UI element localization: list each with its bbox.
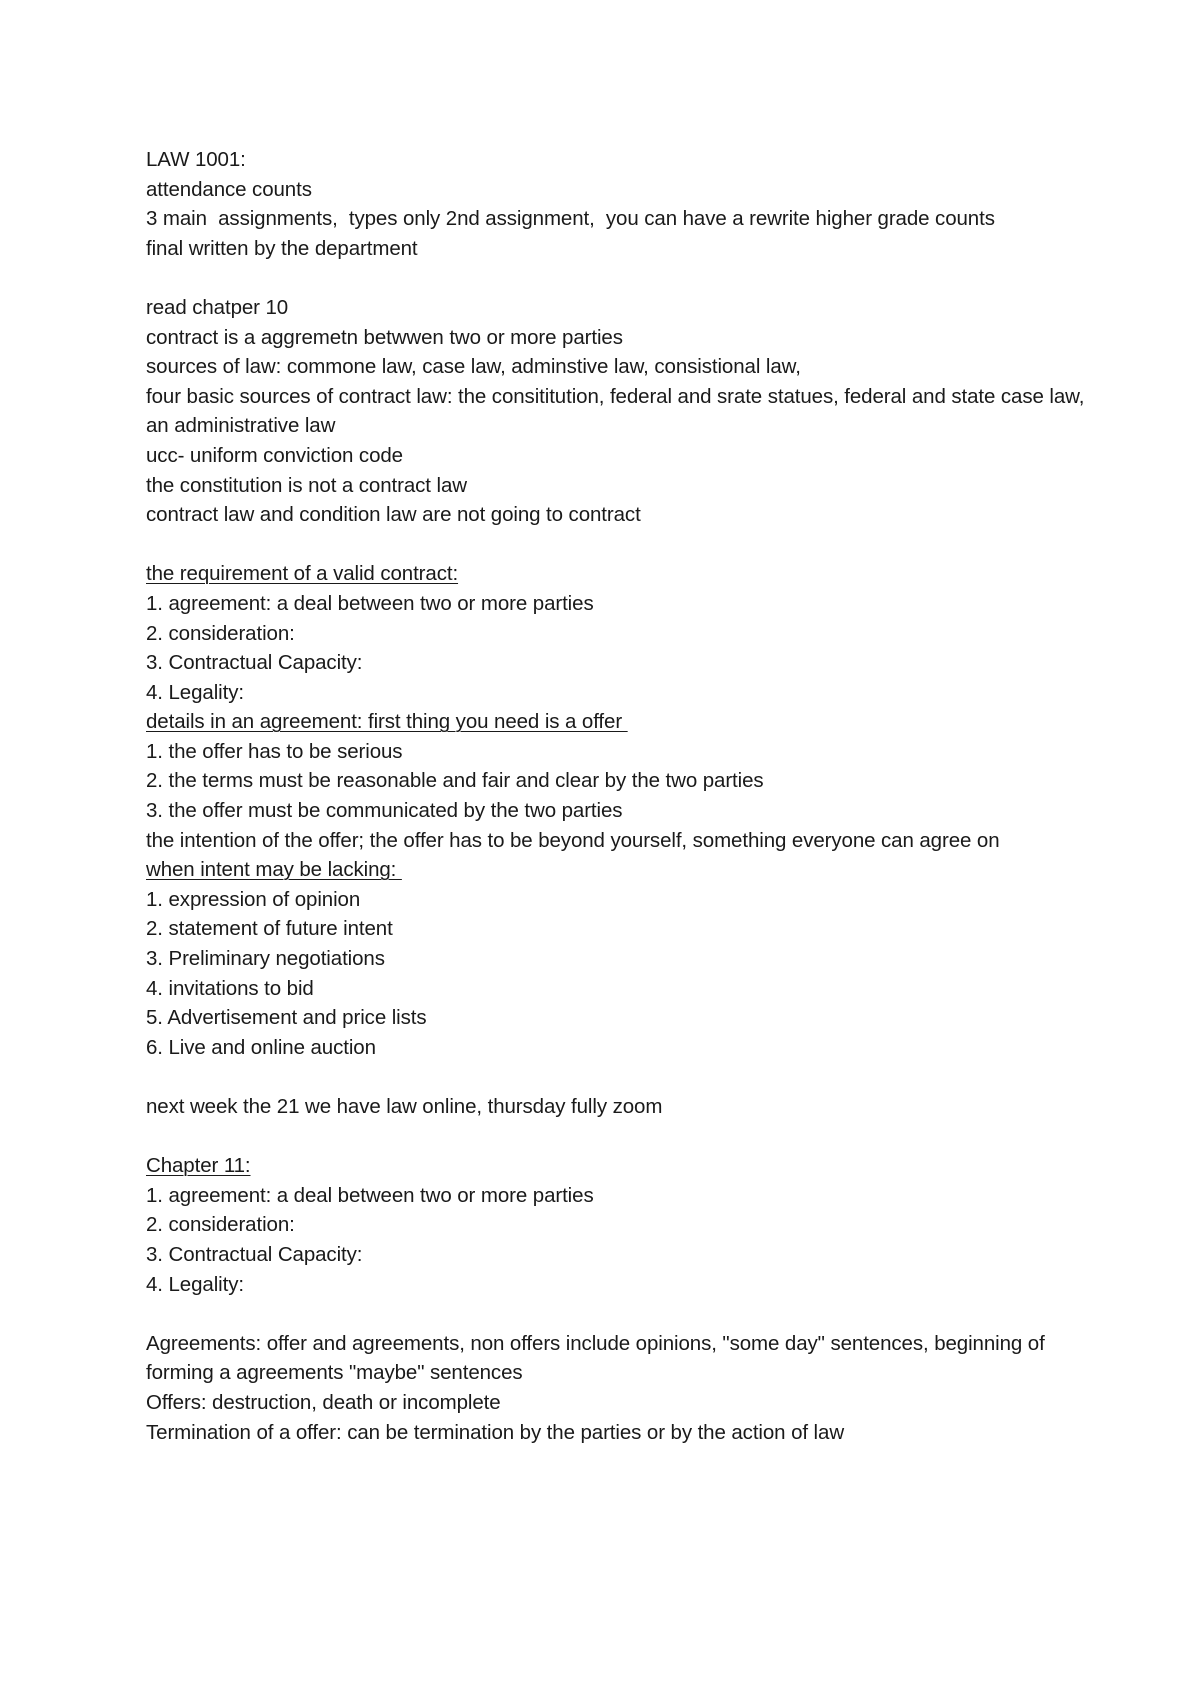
- section-heading-requirements: the requirement of a valid contract:: [146, 562, 459, 586]
- list-item: 4. invitations to bid: [146, 976, 314, 1000]
- list-item: 2. consideration:: [146, 1213, 295, 1237]
- note-line: next week the 21 we have law online, thursday fully zoom: [146, 1095, 663, 1118]
- note-line: final written by the department: [146, 236, 418, 260]
- note-line: 3 main assignments, types only 2nd assignment, you can have a rewrite higher grade counts: [146, 207, 995, 231]
- blank-line: [146, 1299, 1086, 1329]
- list-item: 1. agreement: a deal between two or more parties: [146, 1183, 594, 1207]
- note-line: Offers: destruction, death or incomplete: [146, 1390, 501, 1414]
- list-item: 1. expression of opinion: [146, 887, 361, 911]
- list-item: 2. consideration:: [146, 621, 295, 645]
- list-item: 1. the offer has to be serious: [146, 739, 403, 763]
- list-item: 2. statement of future intent: [146, 917, 393, 941]
- note-line: sources of law: commone law, case law, adminstive law, consistional law,: [146, 355, 801, 379]
- course-title: LAW 1001:: [146, 148, 246, 171]
- note-line: Termination of a offer: can be termination by the parties or by the action of law: [146, 1420, 845, 1444]
- section-heading-chapter-11: Chapter 11:: [146, 1154, 251, 1178]
- list-item: 3. Contractual Capacity:: [146, 651, 363, 675]
- list-item: 3. Preliminary negotiations: [146, 947, 385, 971]
- note-line: attendance counts: [146, 177, 312, 201]
- note-line: contract law and condition law are not going to contract: [146, 503, 641, 527]
- list-item: 3. Contractual Capacity:: [146, 1242, 363, 1266]
- note-line: contract is a aggremetn betwwen two or more parties: [146, 325, 623, 349]
- note-line: the constitution is not a contract law: [146, 473, 467, 497]
- blank-line: [146, 1062, 1086, 1092]
- notes-body: [146, 145, 1090, 1447]
- note-line: read chatper 10: [146, 295, 289, 319]
- note-line: Agreements: offer and agreements, non offers include opinions, "some day" sentences, beginning of forming a agreements "maybe" sentences: [146, 1331, 1051, 1385]
- list-item: 3. the offer must be communicated by the two parties: [146, 799, 623, 823]
- blank-line: [146, 263, 1086, 293]
- blank-line: [146, 1122, 1086, 1152]
- section-heading-intent: when intent may be lacking:: [146, 858, 402, 882]
- list-item: 1. agreement: a deal between two or more parties: [146, 591, 594, 615]
- note-line: four basic sources of contract law: the consititution, federal and srate statues, federal and state case law, an administrative law: [146, 384, 1090, 438]
- note-line: the intention of the offer; the offer has to be beyond yourself, something everyone can agree on: [146, 828, 1000, 852]
- section-heading-details: details in an agreement: first thing you need is a offer: [146, 710, 628, 734]
- note-line: ucc- uniform conviction code: [146, 443, 403, 467]
- list-item: 6. Live and online auction: [146, 1035, 376, 1059]
- list-item: 4. Legality:: [146, 1272, 244, 1296]
- list-item: 4. Legality:: [146, 680, 244, 704]
- list-item: 2. the terms must be reasonable and fair and clear by the two parties: [146, 769, 764, 793]
- list-item: 5. Advertisement and price lists: [146, 1006, 427, 1030]
- blank-line: [146, 530, 1086, 560]
